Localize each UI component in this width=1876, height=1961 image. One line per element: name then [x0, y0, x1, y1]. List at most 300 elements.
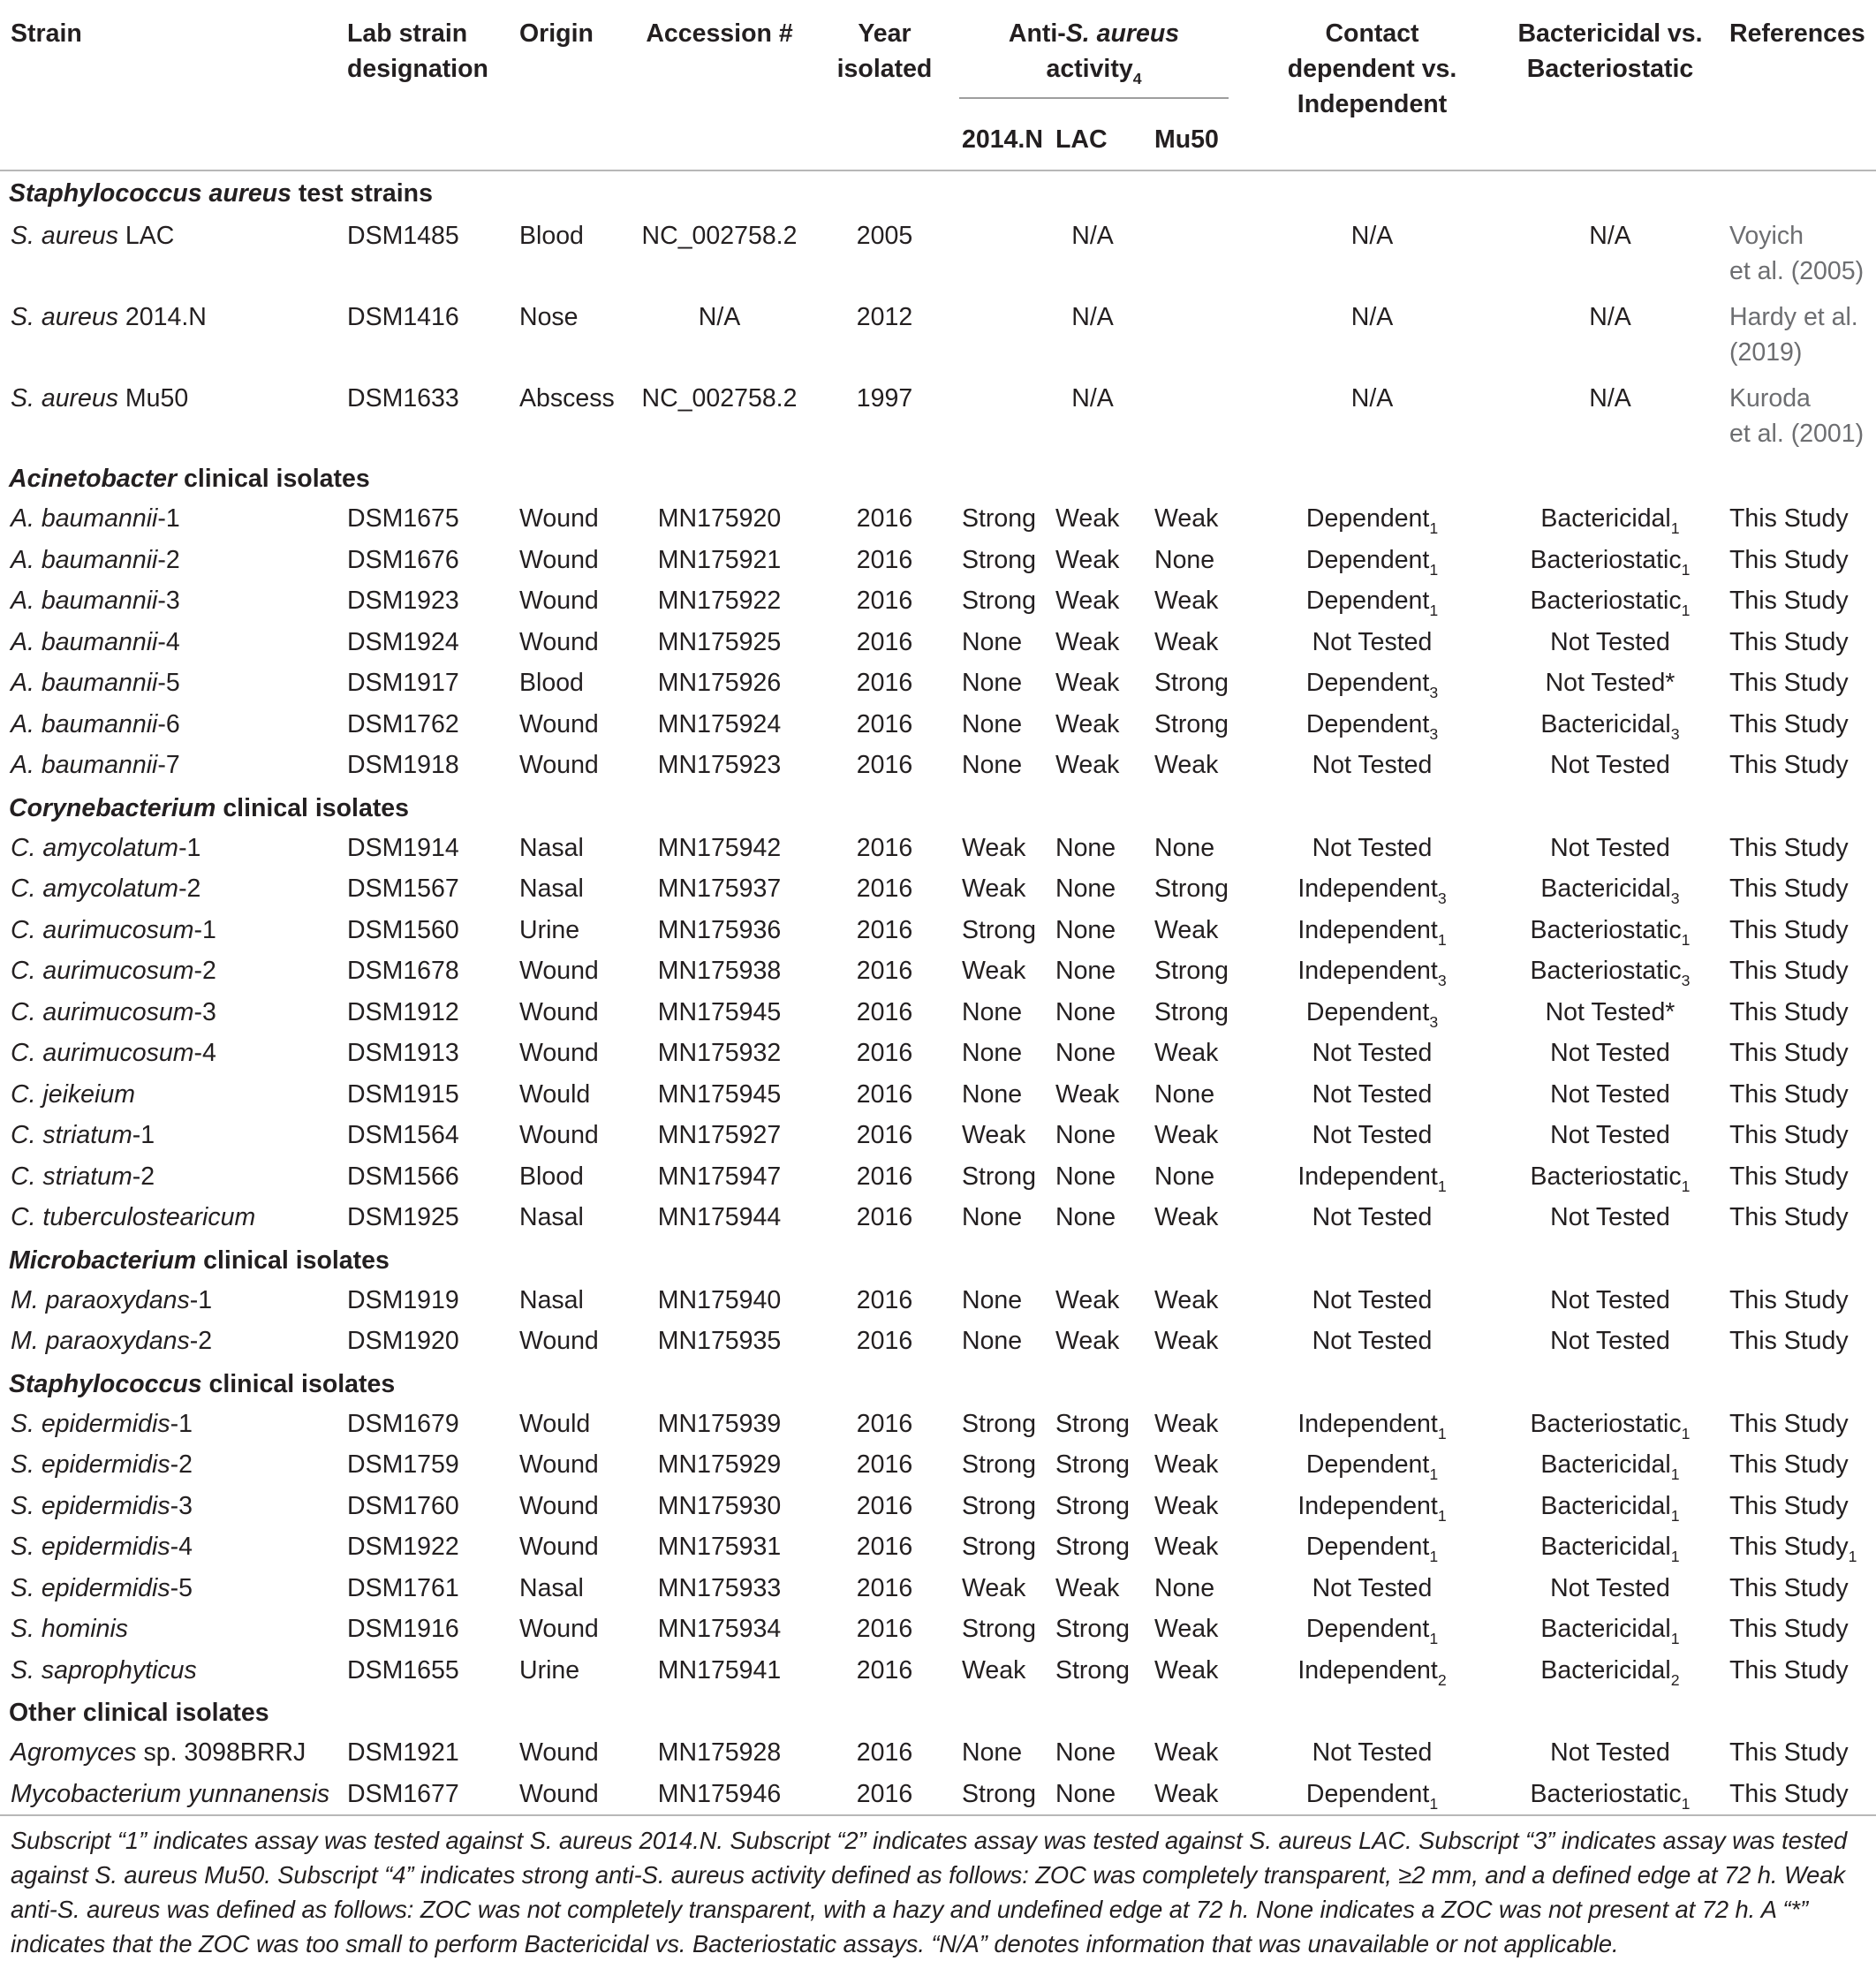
- cell-contact: [1253, 1074, 1491, 1116]
- bact-subscript: 1: [1670, 1465, 1680, 1483]
- cell-strain: [0, 375, 343, 457]
- cell-activity-lac: Weak: [1055, 1573, 1120, 1602]
- cell-reference: [1729, 1197, 1876, 1238]
- cell-accession: NC_002758.2: [641, 384, 798, 413]
- cell-activity-mu50: None: [1154, 833, 1215, 862]
- cell-activity-na: N/A: [1071, 222, 1114, 250]
- table-row: [0, 992, 1876, 1034]
- cell-bactericidal: [1491, 540, 1729, 581]
- cell-activity-na: N/A: [1071, 384, 1114, 413]
- cell-year: 2016: [856, 833, 913, 862]
- cell-accession: MN175947: [657, 1162, 782, 1191]
- cell-strain: [0, 622, 343, 663]
- bact-text: Not Tested: [1550, 1039, 1670, 1067]
- reference-text: This Study: [1729, 1491, 1849, 1520]
- bact-text: Bactericidal: [1540, 1450, 1671, 1479]
- strain-italic: M. paraoxydans: [11, 1285, 190, 1314]
- cell-year: 2016: [856, 1327, 913, 1355]
- reference-text: This Study: [1729, 1450, 1849, 1479]
- reference-text: This Study: [1729, 957, 1849, 985]
- cell-origin: Nasal: [519, 1285, 584, 1314]
- cell-origin: Urine: [519, 1655, 580, 1685]
- cell-contact: [1253, 1526, 1491, 1568]
- section-title-italic: Corynebacterium: [9, 793, 216, 822]
- cell-lab-strain: DSM1633: [347, 384, 459, 413]
- cell-bactericidal: [1491, 1774, 1729, 1816]
- section-title-rest: clinical isolates: [201, 1369, 396, 1398]
- strain-italic: C. aurimucosum: [11, 957, 194, 985]
- cell-contact: [1253, 1774, 1491, 1816]
- reference-text: This Study: [1729, 997, 1849, 1026]
- section-title: [0, 170, 1876, 213]
- strain-rest: -2: [132, 1162, 155, 1191]
- cell-activity-lac: Weak: [1055, 545, 1120, 574]
- cell-bactericidal: [1491, 498, 1729, 540]
- cell-bactericidal: [1491, 950, 1729, 992]
- strain-italic: C. tuberculostearicum: [11, 1203, 256, 1231]
- section-title-italic: Staphylococcus aureus: [9, 179, 291, 208]
- table-row: [0, 294, 1876, 375]
- cell-activity-lac: Weak: [1055, 1327, 1120, 1355]
- cell-year: 2016: [856, 1285, 913, 1314]
- reference-text: This Study: [1729, 1203, 1849, 1231]
- cell-activity-2014n: None: [962, 997, 1023, 1026]
- section-row: [0, 786, 1876, 828]
- table-row: [0, 1156, 1876, 1198]
- section-title-italic: Microbacterium: [9, 1246, 197, 1275]
- cell-activity-lac: None: [1055, 1738, 1116, 1767]
- strain-italic: S. aureus: [11, 222, 118, 250]
- cell-activity-2014n: Weak: [962, 874, 1026, 903]
- strain-rest: -3: [157, 587, 180, 615]
- anti-subscript: 4: [1132, 69, 1142, 87]
- strain-rest: -5: [157, 669, 180, 697]
- cell-contact: [1253, 375, 1491, 457]
- strain-rest: 2014.N: [118, 303, 207, 331]
- cell-activity-lac: Weak: [1055, 709, 1120, 738]
- contact-text: Independent: [1297, 1409, 1438, 1438]
- cell-activity-2014n: Weak: [962, 833, 1026, 862]
- reference-text: This Study: [1729, 1327, 1849, 1355]
- strain-rest: -1: [193, 915, 216, 944]
- cell-contact: [1253, 1033, 1491, 1074]
- cell-strain: [0, 1568, 343, 1609]
- cell-lab-strain: DSM1678: [347, 957, 459, 985]
- cell-activity-2014n: Weak: [962, 957, 1026, 985]
- cell-activity-2014n: Strong: [962, 1533, 1036, 1561]
- contact-text: Dependent: [1305, 1615, 1430, 1643]
- table-row: [0, 1074, 1876, 1116]
- cell-year: 2016: [856, 1615, 913, 1643]
- cell-year: 2016: [813, 1774, 957, 1816]
- bact-subscript: 1: [1670, 1547, 1680, 1565]
- cell-strain: [0, 213, 343, 294]
- reference-text: This Study: [1729, 1615, 1849, 1643]
- reference-text: This Study: [1729, 587, 1849, 615]
- cell-strain: [0, 745, 343, 786]
- table-row: [0, 1732, 1876, 1774]
- cell-contact: [1253, 580, 1491, 622]
- cell-lab-strain: DSM1567: [347, 874, 459, 903]
- cell-activity-mu50: Strong: [1154, 997, 1229, 1026]
- bact-text: Bactericidal: [1540, 1615, 1671, 1643]
- cell-accession: MN175937: [657, 874, 782, 903]
- reference-text: This Study: [1729, 833, 1849, 862]
- strain-rest: -2: [178, 874, 201, 903]
- cell-activity-lac: Weak: [1055, 751, 1120, 779]
- section-title: [0, 1238, 1876, 1280]
- cell-origin: Urine: [519, 915, 580, 944]
- contact-text: Dependent: [1305, 545, 1430, 574]
- table-row: [0, 704, 1876, 746]
- cell-origin: Blood: [519, 669, 584, 697]
- strain-rest: -2: [189, 1327, 213, 1355]
- contact-text: Not Tested: [1312, 1738, 1433, 1767]
- cell-activity-mu50: Weak: [1154, 627, 1219, 656]
- strain-italic: A. baumannii: [11, 709, 158, 738]
- cell-strain: [0, 992, 343, 1034]
- cell-activity-2014n: Strong: [962, 1409, 1036, 1438]
- contact-text: Independent: [1297, 915, 1438, 944]
- cell-accession: MN175922: [657, 587, 782, 615]
- section-row: [0, 457, 1876, 498]
- anti-species: S. aureus: [1065, 19, 1180, 48]
- cell-accession: MN175935: [657, 1327, 782, 1355]
- table-row: [0, 1280, 1876, 1321]
- cell-contact: [1253, 745, 1491, 786]
- cell-strain: [0, 1774, 343, 1816]
- strain-rest: sp. 3098BRRJ: [136, 1738, 306, 1767]
- cell-bactericidal: [1491, 622, 1729, 663]
- cell-accession: MN175926: [657, 669, 782, 697]
- contact-subscript: 1: [1437, 1424, 1447, 1442]
- cell-reference: [1729, 910, 1876, 951]
- cell-accession: MN175938: [657, 957, 782, 985]
- cell-origin: Nasal: [519, 833, 584, 862]
- section-title-rest: test strains: [291, 179, 433, 208]
- cell-contact: [1253, 1115, 1491, 1156]
- cell-bactericidal: [1491, 868, 1729, 910]
- cell-accession: MN175927: [657, 1121, 782, 1149]
- cell-year: 2016: [856, 1655, 913, 1685]
- cell-accession: MN175928: [657, 1738, 782, 1767]
- cell-bactericidal: [1491, 1609, 1729, 1650]
- contact-text: Independent: [1297, 874, 1438, 903]
- cell-accession: MN175941: [657, 1655, 782, 1685]
- cell-contact: [1253, 1280, 1491, 1321]
- cell-strain: [0, 1486, 343, 1527]
- cell-bactericidal: [1491, 1197, 1729, 1238]
- cell-lab-strain: DSM1917: [347, 669, 459, 697]
- cell-strain: [0, 1526, 343, 1568]
- cell-year: 2016: [856, 751, 913, 779]
- bact-text: Bactericidal: [1540, 1491, 1671, 1520]
- cell-activity-mu50: Weak: [1154, 1655, 1219, 1685]
- strain-rest: -7: [157, 751, 180, 779]
- cell-activity-lac: Strong: [1055, 1491, 1130, 1520]
- cell-lab-strain: DSM1676: [347, 545, 459, 574]
- cell-activity-lac: Strong: [1055, 1615, 1130, 1643]
- cell-activity-lac: Weak: [1055, 587, 1120, 615]
- cell-strain: [0, 1444, 343, 1486]
- cell-bactericidal: [1491, 1156, 1729, 1198]
- cell-reference: [1729, 1404, 1876, 1445]
- cell-strain: [0, 294, 343, 375]
- cell-activity-mu50: Weak: [1154, 1533, 1219, 1561]
- cell-origin: Nasal: [519, 874, 584, 903]
- cell-year: 2016: [856, 669, 913, 697]
- cell-activity-mu50: Weak: [1154, 587, 1219, 615]
- contact-text: Dependent: [1305, 709, 1430, 738]
- strain-italic: A. baumannii: [11, 545, 158, 574]
- bact-text: N/A: [1589, 222, 1631, 250]
- cell-lab-strain: DSM1925: [347, 1203, 459, 1231]
- reference-text: This Study: [1729, 504, 1849, 533]
- table-row: [0, 1033, 1876, 1074]
- contact-text: Dependent: [1305, 1779, 1430, 1808]
- cell-year: 2016: [856, 1079, 913, 1109]
- bact-subscript: 2: [1670, 1670, 1680, 1689]
- cell-activity-mu50: None: [1154, 1079, 1215, 1109]
- contact-subscript: 3: [1429, 683, 1439, 701]
- bact-subscript: 3: [1681, 971, 1691, 989]
- cell-bactericidal: [1491, 1074, 1729, 1116]
- cell-accession: MN175924: [657, 709, 782, 738]
- cell-origin: Wound: [519, 1491, 599, 1520]
- cell-year: 2016: [856, 915, 913, 944]
- strain-italic: Mycobacterium yunnanensis: [11, 1779, 330, 1808]
- cell-activity-2014n: None: [962, 1738, 1023, 1767]
- table-row: [0, 868, 1876, 910]
- contact-subscript: 2: [1437, 1670, 1447, 1689]
- section-title: [0, 457, 1876, 498]
- cell-contact: [1253, 294, 1491, 375]
- strain-italic: C. jeikeium: [11, 1079, 135, 1109]
- cell-strain: [0, 1609, 343, 1650]
- bact-text: Bactericidal: [1540, 504, 1671, 533]
- cell-lab-strain: DSM1566: [347, 1162, 459, 1191]
- contact-text: Dependent: [1305, 1450, 1430, 1479]
- cell-activity-mu50: Weak: [1154, 915, 1219, 944]
- contact-text: Not Tested: [1312, 1285, 1433, 1314]
- cell-activity-2014n: None: [962, 709, 1023, 738]
- cell-strain: [0, 828, 343, 869]
- header-strain: Strain: [11, 19, 82, 48]
- bact-text: Bactericidal: [1540, 1655, 1671, 1685]
- cell-activity-mu50: Weak: [1154, 1039, 1219, 1067]
- bact-text: Bacteriostatic: [1530, 957, 1682, 985]
- cell-origin: Wound: [519, 751, 599, 779]
- cell-year: 2016: [856, 1491, 913, 1520]
- cell-origin: Wound: [519, 545, 599, 574]
- cell-contact: [1253, 828, 1491, 869]
- cell-contact: [1253, 950, 1491, 992]
- bact-text: Not Tested: [1550, 1573, 1670, 1602]
- contact-text: Independent: [1297, 1162, 1438, 1191]
- cell-accession: MN175934: [657, 1615, 782, 1643]
- cell-origin: Wound: [519, 1738, 599, 1767]
- cell-strain: [0, 498, 343, 540]
- section-title: [0, 1691, 1876, 1732]
- strain-italic: A. baumannii: [11, 751, 158, 779]
- cell-origin: Would: [519, 1409, 591, 1438]
- cell-bactericidal: [1491, 375, 1729, 457]
- strain-italic: S. saprophyticus: [11, 1655, 197, 1685]
- cell-strain: [0, 540, 343, 581]
- bact-text: Not Tested: [1550, 1738, 1670, 1767]
- cell-accession: MN175925: [657, 627, 782, 656]
- reference-text: This Study: [1729, 1039, 1849, 1067]
- cell-year: 2016: [856, 1738, 913, 1767]
- cell-reference: [1729, 540, 1876, 581]
- cell-activity-lac: Weak: [1055, 669, 1120, 697]
- reference-text: This Study: [1729, 545, 1849, 574]
- cell-strain: [0, 868, 343, 910]
- reference-text: This Study: [1729, 1779, 1849, 1808]
- table-row: [0, 910, 1876, 951]
- cell-bactericidal: [1491, 1486, 1729, 1527]
- cell-activity-lac: None: [1055, 1203, 1116, 1231]
- bact-text: Bacteriostatic: [1530, 915, 1682, 944]
- cell-origin: Wound: [519, 587, 599, 615]
- contact-text: Independent: [1297, 1655, 1438, 1685]
- cell-contact: [1253, 1486, 1491, 1527]
- cell-year: 2016: [856, 504, 913, 533]
- reference-text: This Study: [1729, 1162, 1849, 1191]
- cell-origin: Wound: [519, 1327, 599, 1355]
- bact-subscript: 1: [1681, 560, 1691, 579]
- contact-text: Dependent: [1305, 504, 1430, 533]
- cell-activity-mu50: Weak: [1154, 1203, 1219, 1231]
- strain-rest: LAC: [118, 222, 175, 250]
- cell-lab-strain: DSM1922: [347, 1533, 459, 1561]
- contact-text: Not Tested: [1312, 751, 1433, 779]
- cell-activity-2014n: None: [962, 1285, 1023, 1314]
- bact-text: Not Tested: [1550, 1327, 1670, 1355]
- cell-contact: [1253, 1197, 1491, 1238]
- cell-activity-2014n: Strong: [962, 504, 1036, 533]
- bact-subscript: 1: [1681, 1177, 1691, 1195]
- contact-subscript: 3: [1437, 971, 1447, 989]
- reference-text: This Study: [1729, 1573, 1849, 1602]
- cell-activity-lac: None: [1055, 1162, 1116, 1191]
- cell-contact: [1253, 910, 1491, 951]
- cell-bactericidal: [1491, 910, 1729, 951]
- cell-activity-mu50: None: [1154, 545, 1215, 574]
- cell-contact: [1253, 622, 1491, 663]
- anti-suffix: activity: [1046, 55, 1133, 83]
- cell-lab-strain: DSM1679: [347, 1409, 459, 1438]
- cell-contact: [1253, 1156, 1491, 1198]
- header-sub-2014n: 2014.N: [962, 125, 1043, 154]
- cell-bactericidal: [1491, 745, 1729, 786]
- cell-activity-mu50: Weak: [1154, 1121, 1219, 1149]
- cell-activity-lac: Weak: [1055, 1079, 1120, 1109]
- cell-contact: [1253, 498, 1491, 540]
- strain-italic: C. amycolatum: [11, 833, 179, 862]
- section-title-rest: clinical isolates: [216, 793, 410, 822]
- section-title-rest: Other clinical isolates: [9, 1699, 269, 1727]
- cell-activity-mu50: Weak: [1154, 1491, 1219, 1520]
- cell-bactericidal: [1491, 213, 1729, 294]
- bact-subscript: 1: [1681, 1794, 1691, 1813]
- contact-text: Dependent: [1305, 997, 1430, 1026]
- strain-rest: -4: [193, 1039, 216, 1067]
- cell-contact: [1253, 704, 1491, 746]
- contact-text: N/A: [1350, 222, 1394, 250]
- cell-activity-mu50: Weak: [1154, 1327, 1219, 1355]
- cell-lab-strain: DSM1560: [347, 915, 459, 944]
- table-row: [0, 540, 1876, 581]
- cell-contact: [1253, 213, 1491, 294]
- cell-activity-mu50: Weak: [1154, 1774, 1253, 1816]
- bact-text: Not Tested: [1550, 1285, 1670, 1314]
- table-row: [0, 828, 1876, 869]
- cell-reference: [1729, 375, 1876, 457]
- cell-reference: [1729, 1321, 1876, 1362]
- cell-lab-strain: DSM1655: [347, 1655, 459, 1685]
- cell-lab-strain: DSM1760: [347, 1491, 459, 1520]
- reference-text: This Study: [1729, 1121, 1849, 1149]
- cell-reference: [1729, 1486, 1876, 1527]
- cell-reference: [1729, 992, 1876, 1034]
- cell-year: 2016: [856, 1450, 913, 1479]
- cell-accession: MN175936: [657, 915, 782, 944]
- cell-accession: NC_002758.2: [641, 222, 798, 250]
- reference-text: This Study: [1729, 1409, 1849, 1438]
- cell-year: 2016: [856, 874, 913, 903]
- bact-subscript: 1: [1670, 1629, 1680, 1647]
- reference-text: This Study: [1729, 751, 1849, 779]
- cell-activity-lac: None: [1055, 957, 1116, 985]
- reference-text: This Study: [1729, 1285, 1849, 1314]
- contact-subscript: 1: [1429, 601, 1439, 619]
- reference-line2: et al. (2001): [1729, 420, 1865, 448]
- strain-italic: C. aurimucosum: [11, 1039, 194, 1067]
- cell-activity-lac: Strong: [1055, 1655, 1130, 1685]
- cell-lab-strain: DSM1675: [347, 504, 459, 533]
- cell-reference: [1729, 950, 1876, 992]
- cell-activity-2014n: Strong: [962, 545, 1036, 574]
- table-row: [0, 1609, 1876, 1650]
- cell-activity-lac: Strong: [1055, 1533, 1130, 1561]
- strain-italic: S. epidermidis: [11, 1573, 170, 1602]
- cell-reference: [1729, 498, 1876, 540]
- cell-accession: MN175930: [657, 1491, 782, 1520]
- cell-activity-2014n: Strong: [962, 1162, 1036, 1191]
- section-title-rest: clinical isolates: [177, 465, 370, 493]
- cell-bactericidal: [1491, 1526, 1729, 1568]
- cell-lab-strain: DSM1918: [347, 751, 459, 779]
- cell-origin: Wound: [519, 709, 599, 738]
- cell-year: 2016: [856, 1121, 913, 1149]
- table-row: [0, 662, 1876, 704]
- reference-line1: Kuroda: [1729, 384, 1811, 413]
- cell-activity-lac: None: [1055, 1121, 1116, 1149]
- cell-activity-lac: Weak: [1055, 504, 1120, 533]
- contact-text: Not Tested: [1312, 1327, 1433, 1355]
- cell-bactericidal: [1491, 1650, 1729, 1692]
- strain-italic: S. hominis: [11, 1615, 129, 1643]
- header-sub-lac: LAC: [1055, 125, 1108, 154]
- reference-line2: et al. (2005): [1729, 257, 1865, 285]
- cell-bactericidal: [1491, 580, 1729, 622]
- cell-lab-strain: DSM1923: [347, 587, 459, 615]
- cell-accession: MN175933: [657, 1573, 782, 1602]
- bact-text: Not Tested: [1550, 627, 1670, 656]
- reference-line2: (2019): [1729, 338, 1803, 367]
- cell-strain: [0, 950, 343, 992]
